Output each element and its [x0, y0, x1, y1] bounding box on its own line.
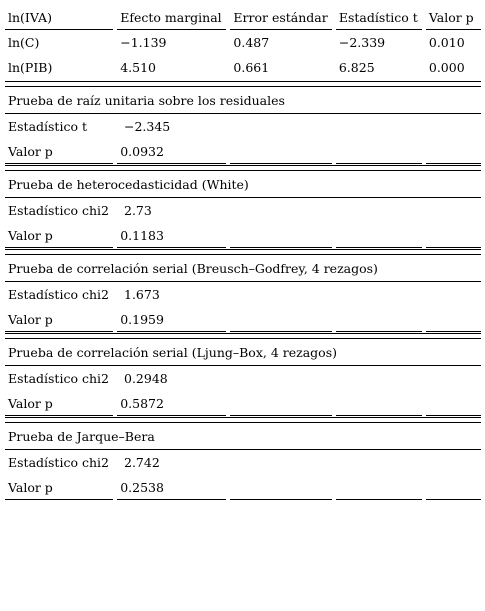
test-title: Prueba de raíz unitaria sobre los residuales: [5, 88, 481, 114]
double-rule: [5, 333, 481, 339]
test-title: Prueba de correlación serial (Breusch–Godfrey, 4 rezagos): [5, 256, 481, 282]
test-pvalue-row: [5, 139, 481, 164]
stat-label: Estadístico chi2: [8, 371, 109, 386]
row-value: 0.661: [233, 60, 270, 75]
empty-cell: [230, 223, 331, 248]
double-rule: [5, 81, 481, 87]
stat-value: −2.345: [124, 119, 171, 134]
double-rule: [5, 165, 481, 171]
table-row: [5, 30, 481, 55]
row-value: 0.010: [428, 35, 465, 50]
header-cell: Error estándar: [230, 5, 331, 30]
header-cell: Efecto marginal: [117, 5, 226, 30]
test-title: Prueba de heterocedasticidad (White): [5, 172, 481, 198]
test-pvalue-row: [5, 307, 481, 332]
row-variable: ln(PIB): [8, 60, 53, 75]
empty-cell: [230, 475, 331, 500]
test-title: Prueba de correlación serial (Ljung–Box, 4 rezagos): [5, 340, 481, 366]
pvalue-label: Valor p: [5, 223, 113, 248]
test-pvalue-row: [5, 475, 481, 500]
stat-value: 2.742: [124, 455, 160, 470]
empty-cell: [336, 391, 422, 416]
test-stat-row: [5, 282, 481, 307]
test-pvalue-row: [5, 223, 481, 248]
pvalue-label: Valor p: [5, 139, 113, 164]
stat-label: Estadístico t: [8, 119, 87, 134]
test-stat-row: [5, 114, 481, 139]
test-title: Prueba de Jarque–Bera: [5, 424, 481, 450]
empty-cell: [230, 391, 331, 416]
row-value: 4.510: [120, 60, 157, 75]
double-rule: [5, 417, 481, 423]
stat-value: 0.2948: [124, 371, 168, 386]
stat-label: Estadístico chi2: [8, 287, 109, 302]
stat-label: Estadístico chi2: [8, 203, 109, 218]
regression-results-table: [5, 5, 481, 500]
empty-cell: [426, 307, 481, 332]
empty-cell: [336, 307, 422, 332]
row-value: 6.825: [338, 60, 375, 75]
empty-cell: [426, 475, 481, 500]
empty-cell: [336, 475, 422, 500]
stat-value: 1.673: [124, 287, 160, 302]
row-variable: ln(C): [8, 35, 40, 50]
stat-label: Estadístico chi2: [8, 455, 109, 470]
row-value: 0.487: [233, 35, 270, 50]
stat-value: 2.73: [124, 203, 152, 218]
table-row: [5, 55, 481, 80]
empty-cell: [426, 391, 481, 416]
empty-cell: [426, 139, 481, 164]
empty-cell: [336, 139, 422, 164]
header-cell: Estadístico t: [336, 5, 422, 30]
empty-cell: [230, 307, 331, 332]
empty-cell: [426, 223, 481, 248]
pvalue-label: Valor p: [5, 391, 113, 416]
double-rule: [5, 249, 481, 255]
row-value: 0.000: [428, 60, 465, 75]
pvalue-value: 0.5872: [117, 391, 226, 416]
table-header-row: [5, 5, 481, 30]
pvalue-value: 0.0932: [117, 139, 226, 164]
pvalue-label: Valor p: [5, 475, 113, 500]
empty-cell: [230, 139, 331, 164]
header-cell: ln(IVA): [5, 5, 113, 30]
test-stat-row: [5, 450, 481, 475]
header-cell: Valor p: [426, 5, 481, 30]
test-stat-row: [5, 198, 481, 223]
pvalue-value: 0.1183: [117, 223, 226, 248]
row-value: −1.139: [120, 35, 167, 50]
test-stat-row: [5, 366, 481, 391]
pvalue-label: Valor p: [5, 307, 113, 332]
row-value: −2.339: [338, 35, 386, 50]
empty-cell: [336, 223, 422, 248]
pvalue-value: 0.2538: [117, 475, 226, 500]
pvalue-value: 0.1959: [117, 307, 226, 332]
test-pvalue-row: [5, 391, 481, 416]
